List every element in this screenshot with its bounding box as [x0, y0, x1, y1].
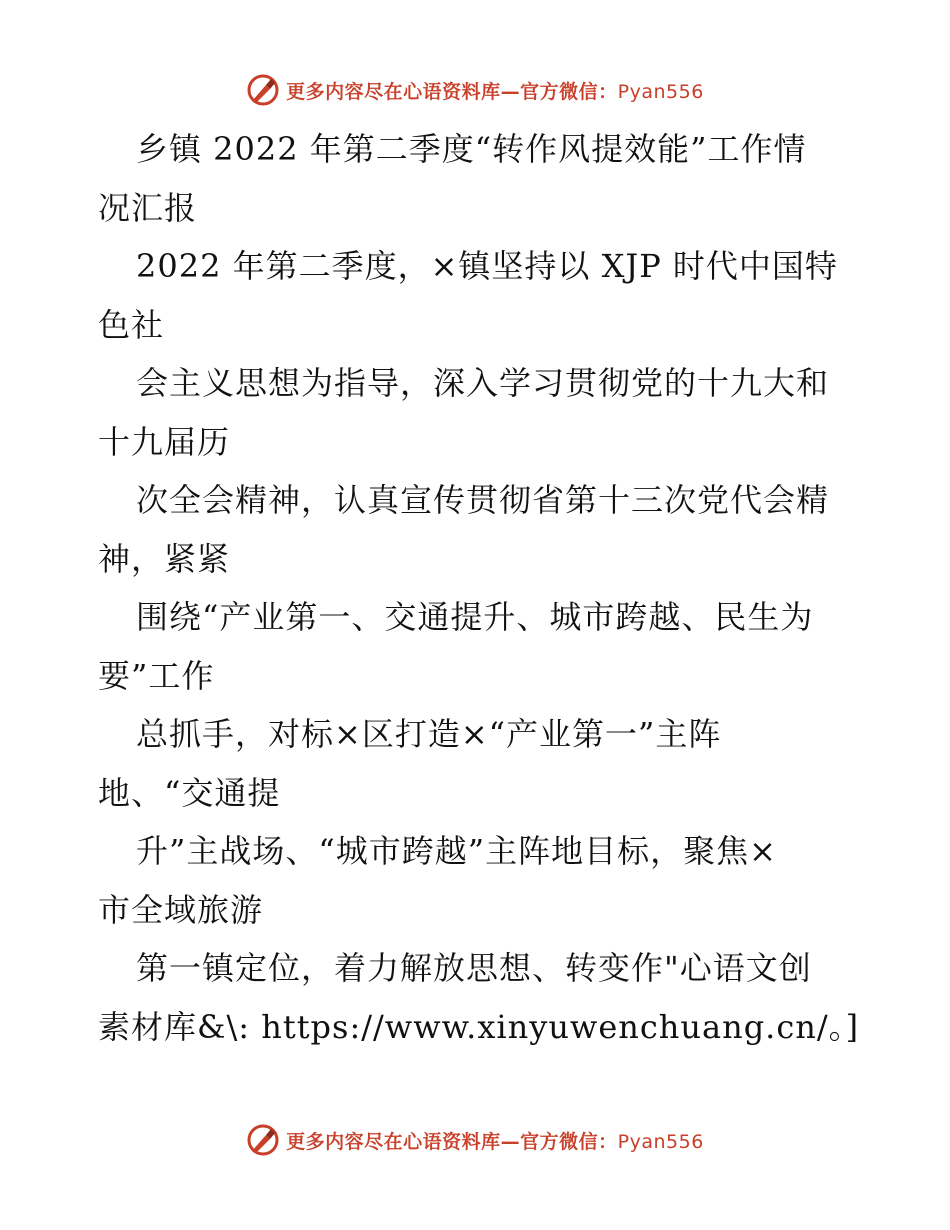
document-line: 围绕“产业第一、交通提升、城市跨越、民生为: [136, 598, 814, 636]
watermark-footer: [0, 1120, 950, 1160]
document-line: 会主义思想为指导，深入学习贯彻党的十九大和: [136, 364, 830, 402]
document-line: 要”工作: [98, 656, 215, 695]
document-line: 次全会精神，认真宣传贯彻省第十三次党代会精: [136, 481, 830, 519]
watermark-main-text: 更多内容尽在心语资料库—官方微信：: [286, 1130, 618, 1153]
watermark-main-text: 更多内容尽在心语资料库—官方微信：: [286, 80, 618, 103]
document-line: 第一镇定位，着力解放思想、转变作"心语文创: [136, 949, 812, 987]
document-body: [98, 120, 858, 1056]
document-line: 素材库&\: https://www.xinyuwenchuang.cn/。]: [98, 1007, 860, 1046]
watermark-handle: Pyan556: [617, 1130, 704, 1153]
document-line: 2022 年第二季度，×镇坚持以 XJP 时代中国特: [136, 247, 838, 285]
watermark-header: [0, 70, 950, 110]
document-line: 总抓手，对标×区打造×“产业第一”主阵: [136, 715, 722, 753]
pen-seal-logo-icon: [246, 73, 280, 107]
document-line: 地、“交通提: [98, 773, 281, 812]
document-line: 乡镇 2022 年第二季度“转作风提效能”工作情: [136, 130, 807, 168]
document-line: 色社: [98, 305, 165, 344]
document-line: 升”主战场、“城市跨越”主阵地目标，聚焦×: [136, 832, 777, 870]
document-line: 神，紧紧: [98, 539, 231, 578]
document-line: 市全域旅游: [98, 890, 264, 929]
document-line: 况汇报: [98, 188, 198, 227]
watermark-handle: Pyan556: [617, 80, 704, 103]
pen-seal-logo-icon: [246, 1123, 280, 1157]
document-line: 十九届历: [98, 422, 231, 461]
watermark-text: [286, 1127, 704, 1154]
watermark-text: [286, 77, 704, 104]
